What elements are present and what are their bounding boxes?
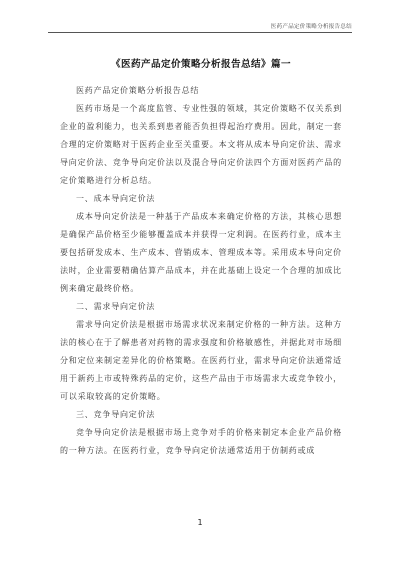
paragraph-competition: 竞争导向定价法是根据市场上竞争对手的价格来制定本企业产品价格的一种方法。在医药行业，竞争导向定价法通常适用于仿制药或成	[60, 428, 342, 455]
document-body	[60, 56, 342, 460]
paragraph-cost: 成本导向定价法是一种基于产品成本来确定价格的方法，其核心思想是确保产品价格至少能够覆盖成本并获得一定利润。在医药行业，成本主要包括研发成本、生产成本、营销成本、管理成本等。采用成本导向定价法时，企业需要精确估算产品成本，并在此基础上设定一个合理的加成比例来确定最终价格。	[60, 212, 342, 293]
document-title: 《医药产品定价策略分析报告总结》篇一	[111, 59, 291, 70]
paragraph-demand: 需求导向定价法是根据市场需求状况来制定价格的一种方法。这种方法的核心在于了解患者对药物的需求强度和价格敏感性，并据此对市场细分和定位来制定差异化的价格策略。在医药行业，需求导向定价法通常适用于新药上市或特殊药品的定价，这些产品由于市场需求大或竞争较小，可以采取较高的定价策略。	[60, 320, 342, 401]
paragraph-intro: 医药市场是一个高度监管、专业性强的领域，其定价策略不仅关系到企业的盈利能力，也关系到患者能否负担得起治疗费用。因此，制定一套合理的定价策略对于医药企业至关重要。本文将从成本导向定价法、需求导向定价法、竞争导向定价法以及混合导向定价法四个方面对医药产品的定价策略进行分析总结。	[60, 104, 342, 185]
header-rule	[48, 32, 352, 33]
page-number: 1	[197, 518, 203, 527]
document-subtitle: 医药产品定价策略分析报告总结	[76, 86, 200, 95]
page-header-text: 医药产品定价策略分析报告总结	[270, 24, 352, 30]
section-heading-cost: 一、成本导向定价法	[76, 194, 156, 203]
section-heading-competition: 三、竞争导向定价法	[76, 410, 156, 419]
section-heading-demand: 二、需求导向定价法	[76, 302, 156, 311]
